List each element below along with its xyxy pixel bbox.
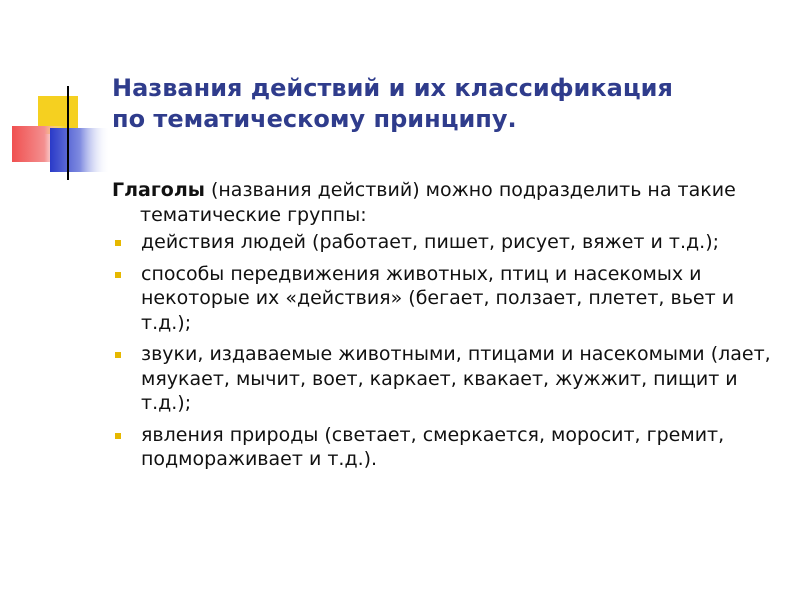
square-bullet-icon: [115, 352, 121, 358]
title-line-2: по тематическому принципу.: [112, 105, 517, 133]
list-item-text: явления природы (светает, смеркается, моросит, гремит, подмораживает и т.д.).: [141, 423, 725, 470]
intro-text: (названия действий) можно подразделить на такие тематические группы:: [140, 179, 736, 226]
list-item: [112, 262, 788, 336]
list-item-text: звуки, издаваемые животными, птицами и насекомыми (лает, мяукает, мычит, воет, каркает, квакает, жужжит, пищит и т.д.);: [141, 343, 771, 414]
blue-square: [50, 128, 110, 172]
slide-body: [112, 178, 788, 479]
title-line-1: Названия действий и их классификация: [112, 74, 673, 102]
list-item-text: способы передвижения животных, птиц и насекомых и некоторые их «действия» (бегает, ползает, плетет, вьет и т.д.);: [141, 262, 735, 334]
list-item: [112, 423, 788, 472]
list-item-text: действия людей (работает, пишет, рисует, вяжет и т.д.);: [141, 231, 720, 253]
intro-paragraph: [112, 178, 788, 227]
square-bullet-icon: [115, 240, 121, 246]
list-item: [112, 342, 788, 416]
bullet-list: [112, 230, 788, 472]
square-bullet-icon: [115, 433, 121, 439]
intro-term: Глаголы: [112, 179, 205, 201]
square-bullet-icon: [115, 272, 121, 278]
list-item: [112, 230, 788, 255]
slide-title: [112, 73, 792, 135]
